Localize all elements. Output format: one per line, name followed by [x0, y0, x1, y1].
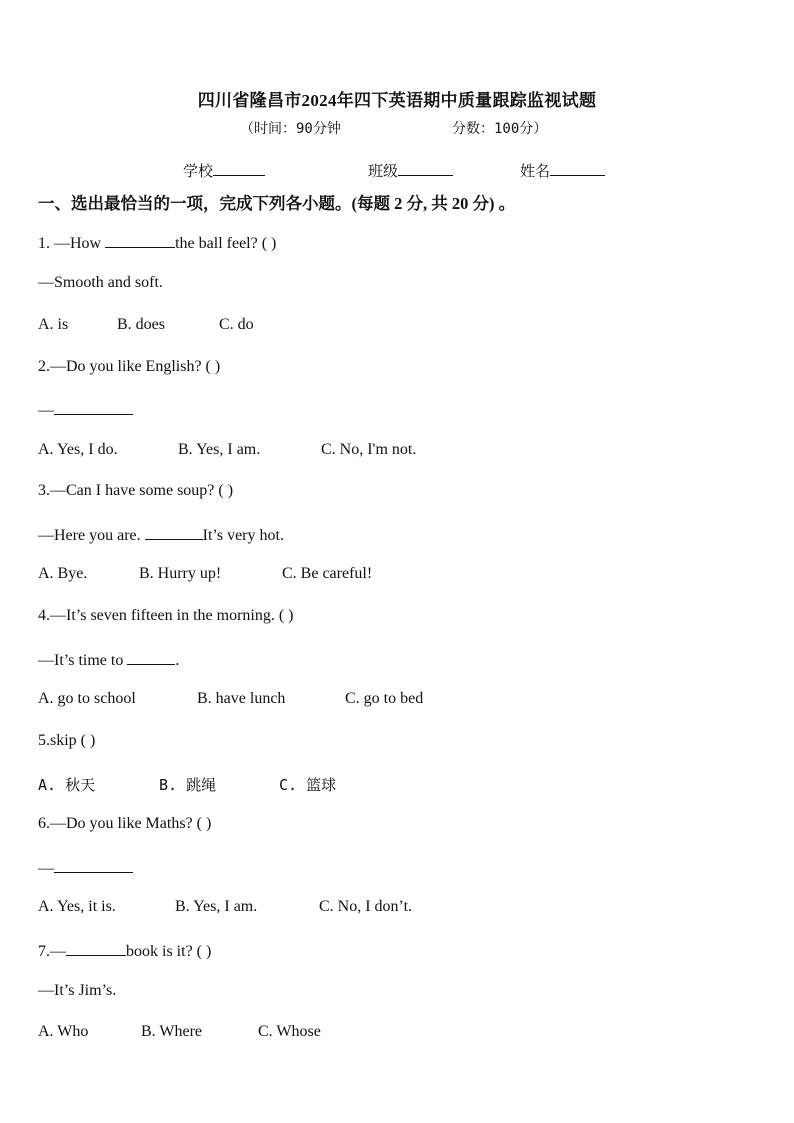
answer-blank[interactable] [66, 940, 126, 956]
question-4 [38, 607, 294, 625]
option-a[interactable]: A. go to school [38, 690, 136, 707]
option-a[interactable]: A. Bye. [38, 565, 88, 582]
exam-title: 四川省隆昌市2024年四下英语期中质量跟踪监视试题 [197, 91, 597, 110]
school-field[interactable] [183, 160, 265, 181]
question-1-options [38, 316, 738, 336]
option-b[interactable]: B. Hurry up! [139, 565, 222, 582]
answer-text: It’s very hot. [202, 527, 284, 544]
answer-blank[interactable] [105, 232, 175, 248]
question-text: 4.—It’s seven fifteen in the morning. ( ) [38, 607, 294, 624]
question-6-options [38, 898, 738, 918]
answer-text: —Here you are. [38, 527, 145, 544]
question-6-answer [38, 857, 133, 878]
option-c[interactable]: C. Be careful! [282, 565, 373, 582]
question-2-answer [38, 399, 133, 420]
question-1-answer [38, 274, 163, 292]
option-c[interactable]: C. 篮球 [279, 776, 337, 794]
option-c[interactable]: C. go to bed [345, 690, 424, 707]
option-c[interactable]: C. No, I'm not. [321, 441, 417, 458]
option-a[interactable]: A. 秋天 [38, 776, 96, 794]
question-3 [38, 482, 233, 500]
question-4-answer [38, 649, 179, 670]
section-heading: 一、选出最恰当的一项，完成下列各小题。(每题 2 分, 共 20 分) 。 [38, 194, 516, 213]
school-label: 学校 [183, 164, 214, 180]
answer-blank[interactable] [54, 399, 133, 415]
question-7-answer [38, 982, 116, 1000]
question-text: book is it? ( ) [126, 943, 212, 960]
question-1 [38, 232, 276, 253]
option-c[interactable]: C. do [219, 316, 254, 333]
question-2-options [38, 441, 738, 461]
answer-text: —It’s Jim’s. [38, 982, 117, 999]
question-5-options [38, 774, 738, 794]
option-a[interactable]: A. Yes, it is. [38, 898, 116, 915]
name-label: 姓名 [520, 164, 551, 180]
option-a[interactable]: A. is [38, 316, 69, 333]
answer-blank[interactable] [145, 524, 203, 540]
question-text: 2.—Do you like English? ( ) [38, 358, 221, 375]
question-text: 5.skip ( ) [38, 732, 96, 749]
option-c[interactable]: C. Whose [258, 1023, 321, 1040]
class-blank[interactable] [398, 161, 453, 176]
question-text: 1. —How [38, 235, 106, 252]
question-3-answer [38, 524, 284, 545]
question-2 [38, 358, 220, 376]
answer-blank[interactable] [127, 649, 175, 665]
question-5 [38, 732, 95, 750]
option-b[interactable]: B. Yes, I am. [175, 898, 258, 915]
answer-text: —Smooth and soft. [38, 274, 163, 291]
question-text: the ball feel? ( ) [175, 235, 277, 252]
answer-text: . [175, 652, 180, 669]
option-b[interactable]: B. 跳绳 [159, 776, 217, 794]
question-text: 6.—Do you like Maths? ( ) [38, 815, 212, 832]
option-b[interactable]: B. does [117, 316, 165, 333]
answer-text: —It’s time to [38, 652, 128, 669]
question-4-options [38, 690, 738, 710]
answer-blank[interactable] [54, 857, 133, 873]
class-label: 班级 [368, 164, 399, 180]
option-a[interactable]: A. Yes, I do. [38, 441, 118, 458]
option-b[interactable]: B. have lunch [197, 690, 286, 707]
option-b[interactable]: B. Where [141, 1023, 203, 1040]
answer-text: — [38, 860, 54, 877]
exam-time: （时间：90分钟 [240, 121, 341, 137]
school-blank[interactable] [213, 161, 265, 176]
option-c[interactable]: C. No, I don’t. [319, 898, 413, 915]
class-field[interactable] [368, 160, 453, 181]
question-7-options [38, 1023, 738, 1043]
exam-score: 分数：100分） [452, 121, 548, 137]
question-text: 3.—Can I have some soup? ( ) [38, 482, 234, 499]
name-field[interactable] [520, 160, 605, 181]
question-7 [38, 940, 211, 961]
question-text: 7.— [38, 943, 66, 960]
option-b[interactable]: B. Yes, I am. [178, 441, 261, 458]
name-blank[interactable] [550, 161, 605, 176]
answer-text: — [38, 402, 54, 419]
option-a[interactable]: A. Who [38, 1023, 89, 1040]
question-6 [38, 815, 211, 833]
question-3-options [38, 565, 738, 585]
